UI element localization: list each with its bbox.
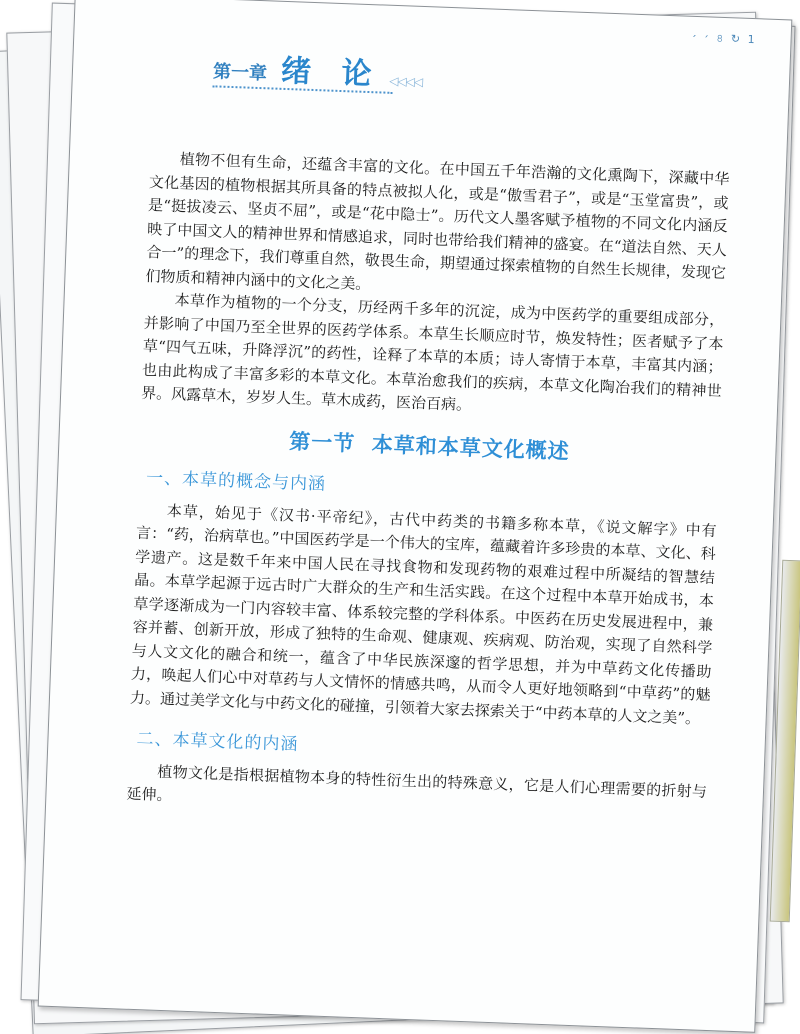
chapter-arrow-icon: ◁◁◁◁ xyxy=(389,73,423,89)
running-head: ׳ ׳ ৪ ↻ 1 xyxy=(691,30,757,47)
chapter-label: 第一章 xyxy=(212,61,268,85)
intro-paragraph-1: 植物不但有生命，还蕴含丰富的文化。在中国五千年浩瀚的文化熏陶下，深藏中华文化基因的植物根据其所具备的特点被拟人化，或是“傲雪君子”，或是“玉堂富贵”，或是“挺拔凌云、坚贞不屈”，或是“花中隐士”。历代文人墨客赋予植物的不同文化内涵反映了中国文人的精神世界和情感追求，同时也带给我们精神的盛宴。在“道法自然、天人合一”的理念下，我们尊重自然，敬畏生命，期望通过探索植物的自然生长规律，发现它们物质和精神内涵中的文化之美。 xyxy=(145,150,730,293)
subsection-title-2: 二、本草文化的内涵 xyxy=(136,728,299,755)
subsection-1-paragraph: 本草，始见于《汉书·平帝纪》，古代中药类的书籍多称本草，《说文解字》中有言：“药，治病草也。”中国医药学是一个伟大的宝库，蕴藏着许多珍贵的本草、文化、科学遗产。这是数千年来中国人民在寻找食物和发现药物的艰难过程中所凝结的智慧结晶。本草学起源于远古时广大群众的生产和生活实践。在这个过程中本草开始成书，本草学逐渐成为一门内容较丰富、体系较完整的学科体系。中医药在历史发展进程中，兼容并蓄、创新开放，形成了独特的生命观、健康观、疾病观、防治观，实现了自然科学与人文文化的融合和统一，蕴含了中华民族深邃的哲学思想，并为中草药文化传播助力，唤起人们心中对草药与人文情怀的情感共鸣，从而令人更好地领略到“中草药”的魅力。通过美学文化与中药文化的碰撞，引领着大家去探索关于“中药本草的人文之美”。 xyxy=(129,501,717,728)
intro-paragraph-2: 本草作为植物的一个分支，历经两千多年的沉淀，成为中医药学的重要组成部分，并影响了中国乃至全世界的医药学体系。本草生长顺应时节，焕发特性；医者赋予了本草“四气五味，升降浮沉”的药性，诠释了本草的本质；诗人寄情于本草，丰富其内涵；也由此构成了丰富多彩的本草文化。本草治愈我们的疾病，本草文化陶冶我们的精神世界。风露草木，岁岁人生。草木成药，医治百病。 xyxy=(140,291,725,414)
chapter-title: 绪 论 xyxy=(280,53,383,93)
book-page xyxy=(38,0,793,1033)
subsection-2-paragraph: 植物文化是指根据植物本身的特性衍生出的特殊意义，它是人们心理需要的折射与延伸。 xyxy=(126,762,708,805)
page-body xyxy=(126,147,730,827)
subsection-title-1: 一、本草的概念与内涵 xyxy=(145,468,327,495)
section-title: 第一节 本草和本草文化概述 xyxy=(288,427,571,464)
